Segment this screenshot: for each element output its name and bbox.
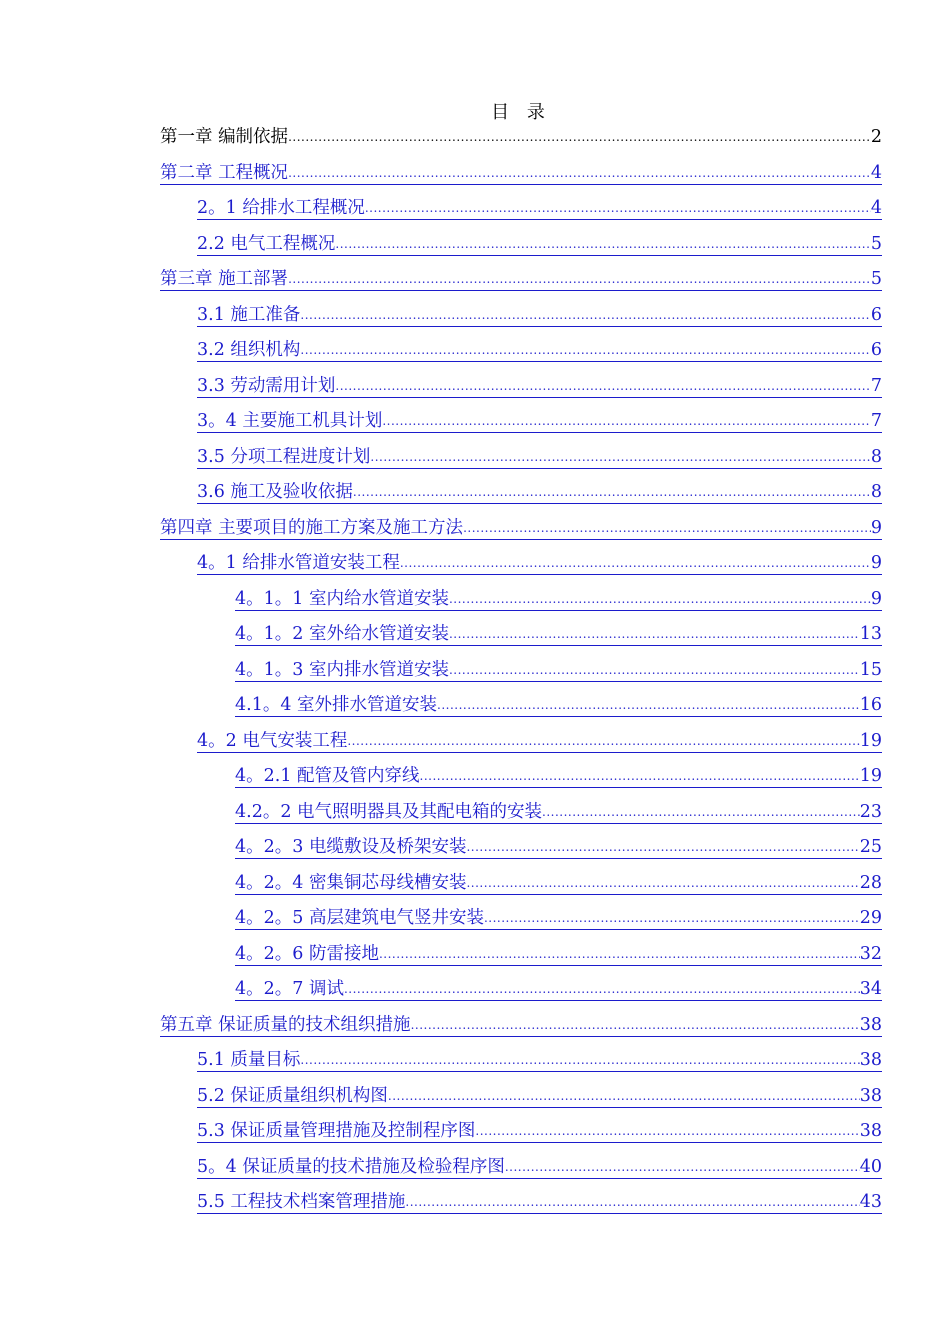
toc-entry-page-number: 38 <box>859 1085 882 1106</box>
toc-entry-page-number: 40 <box>859 1156 882 1177</box>
toc-entry-title: 第三章 施工部署 <box>160 269 289 289</box>
toc-entry-page-number: 32 <box>859 943 882 964</box>
toc-entry-page-number: 8 <box>870 482 882 502</box>
toc-entry <box>160 118 882 148</box>
toc-entry[interactable] <box>197 1148 882 1179</box>
toc-entry-title: 4。2。4 密集铜芯母线槽安装 <box>235 872 467 893</box>
toc-entry[interactable] <box>235 651 882 682</box>
toc-dot-leader <box>300 306 870 324</box>
toc-entry[interactable] <box>197 1077 882 1108</box>
toc-entry[interactable] <box>160 260 882 291</box>
toc-entry[interactable] <box>197 1112 882 1143</box>
toc-entry-title: 3.3 劳动需用计划 <box>197 375 336 396</box>
toc-entry[interactable] <box>235 757 882 788</box>
toc-entry-page-number: 6 <box>870 304 882 325</box>
toc-dot-leader <box>382 412 871 430</box>
toc-entry-page-number: 19 <box>859 730 882 751</box>
toc-dot-leader <box>353 483 871 501</box>
toc-dot-leader <box>347 732 859 750</box>
toc-entry[interactable] <box>197 367 882 398</box>
toc-entry[interactable] <box>197 296 882 327</box>
toc-entry[interactable] <box>197 331 882 362</box>
toc-entry-title: 3.2 组织机构 <box>197 340 301 360</box>
toc-entry-page-number: 23 <box>859 801 882 822</box>
toc-dot-leader <box>288 164 871 182</box>
toc-entry-title: 5.2 保证质量组织机构图 <box>197 1085 388 1106</box>
toc-dot-leader <box>542 803 860 821</box>
toc-dot-leader <box>300 341 870 359</box>
toc-entry-page-number: 43 <box>859 1192 882 1212</box>
toc-dot-leader <box>288 128 871 146</box>
toc-entry-page-number: 7 <box>870 411 882 431</box>
toc-entry-page-number: 16 <box>859 695 882 715</box>
toc-entry[interactable] <box>160 1006 882 1037</box>
toc-entry[interactable] <box>235 615 882 646</box>
toc-entry[interactable] <box>197 1041 882 1072</box>
toc-dot-leader <box>335 377 870 395</box>
toc-entry-page-number: 34 <box>859 979 882 999</box>
toc-entry-page-number: 5 <box>870 269 882 289</box>
toc-entry-page-number: 9 <box>870 553 882 573</box>
toc-dot-leader <box>370 448 870 466</box>
toc-entry-title: 4。2。7 调试 <box>235 979 344 999</box>
toc-entry[interactable] <box>197 189 882 220</box>
toc-entry-page-number: 15 <box>859 659 882 680</box>
toc-entry-title: 3。4 主要施工机具计划 <box>197 411 383 431</box>
toc-entry-title: 2.2 电气工程概况 <box>197 233 336 254</box>
toc-entry-title: 4。2。5 高层建筑电气竖井安装 <box>235 908 484 928</box>
toc-dot-leader <box>405 1193 859 1211</box>
toc-dot-leader <box>449 590 871 608</box>
toc-entry[interactable] <box>197 402 882 433</box>
toc-entry-title: 4。2。3 电缆敷设及桥架安装 <box>235 837 467 857</box>
toc-entry-page-number: 5 <box>870 233 882 254</box>
toc-entry-title: 4。2。6 防雷接地 <box>235 943 379 964</box>
toc-entry-title: 5.1 质量目标 <box>197 1050 301 1070</box>
toc-entry-page-number: 7 <box>870 375 882 396</box>
toc-dot-leader <box>365 199 871 217</box>
toc-entry-page-number: 6 <box>870 340 882 360</box>
toc-entry-page-number: 38 <box>859 1121 882 1141</box>
toc-entry[interactable] <box>197 544 882 575</box>
toc-entry-page-number: 28 <box>859 872 882 893</box>
toc-entry[interactable] <box>197 1183 882 1214</box>
toc-dot-leader <box>449 661 860 679</box>
toc-dot-leader <box>400 554 871 572</box>
toc-dot-leader <box>466 874 859 892</box>
toc-entry-title: 4。2 电气安装工程 <box>197 730 348 751</box>
toc-entry-page-number: 38 <box>859 1050 882 1070</box>
toc-entry[interactable] <box>197 438 882 469</box>
toc-dot-leader <box>475 1122 859 1140</box>
toc-entry-page-number: 19 <box>859 766 882 786</box>
toc-entry[interactable] <box>235 793 882 824</box>
toc-entry-title: 3.5 分项工程进度计划 <box>197 446 371 467</box>
toc-entry[interactable] <box>235 828 882 859</box>
toc-entry-title: 5。4 保证质量的技术措施及检验程序图 <box>197 1156 505 1177</box>
toc-entry-page-number: 13 <box>859 624 882 644</box>
toc-dot-leader <box>420 767 860 785</box>
toc-dot-leader <box>505 1158 860 1176</box>
toc-entry-title: 4。1。1 室内给水管道安装 <box>235 588 449 609</box>
toc-entry[interactable] <box>160 154 882 185</box>
toc-entry-page-number: 4 <box>870 198 882 218</box>
toc-heading: 目 录 <box>491 102 551 123</box>
toc-entry-title: 4.1。4 室外排水管道安装 <box>235 695 438 715</box>
toc-dot-leader <box>466 838 859 856</box>
toc-entry[interactable] <box>197 722 882 753</box>
toc-dot-leader <box>388 1087 860 1105</box>
toc-entry[interactable] <box>235 864 882 895</box>
toc-dot-leader <box>344 980 860 998</box>
toc-entry-page-number: 8 <box>870 446 882 467</box>
toc-dot-leader <box>300 1051 859 1069</box>
toc-entry-page-number: 38 <box>859 1014 882 1035</box>
toc-entry-title: 第五章 保证质量的技术组织措施 <box>160 1014 411 1035</box>
toc-entry-title: 3.1 施工准备 <box>197 304 301 325</box>
toc-entry[interactable] <box>197 473 882 504</box>
toc-entry-page-number: 4 <box>870 162 882 183</box>
toc-dot-leader <box>463 519 871 537</box>
toc-entry[interactable] <box>235 935 882 966</box>
toc-dot-leader <box>411 1016 860 1034</box>
toc-dot-leader <box>449 625 860 643</box>
toc-entry[interactable] <box>235 686 882 717</box>
toc-entry[interactable] <box>235 970 882 1001</box>
toc-entry-title: 2。1 给排水工程概况 <box>197 198 365 218</box>
toc-entry-title: 第二章 工程概况 <box>160 162 289 183</box>
toc-entry[interactable] <box>160 509 882 540</box>
toc-dot-leader <box>484 909 860 927</box>
toc-entry-page-number: 9 <box>870 517 882 538</box>
toc-entry-title: 5.3 保证质量管理措施及控制程序图 <box>197 1121 476 1141</box>
toc-dot-leader <box>288 270 871 288</box>
toc-entry[interactable] <box>235 899 882 930</box>
toc-entry[interactable] <box>235 580 882 611</box>
toc-entry-page-number: 25 <box>859 837 882 857</box>
toc-entry-title: 4.2。2 电气照明器具及其配电箱的安装 <box>235 801 543 822</box>
toc-entry-page-number: 2 <box>870 127 882 147</box>
toc-entry-page-number: 29 <box>859 908 882 928</box>
toc-dot-leader <box>437 696 860 714</box>
toc-entry-title: 3.6 施工及验收依据 <box>197 482 353 502</box>
toc-entry-title: 第一章 编制依据 <box>160 127 289 147</box>
toc-entry-page-number: 9 <box>870 588 882 609</box>
toc-entry-title: 第四章 主要项目的施工方案及施工方法 <box>160 517 464 538</box>
toc-entry-title: 4。2.1 配管及管内穿线 <box>235 766 420 786</box>
toc-entry-title: 4。1 给排水管道安装工程 <box>197 553 400 573</box>
toc-entry-title: 4。1。3 室内排水管道安装 <box>235 659 449 680</box>
toc-entry-title: 4。1。2 室外给水管道安装 <box>235 624 449 644</box>
toc-dot-leader <box>335 235 870 253</box>
toc-entry[interactable] <box>197 225 882 256</box>
toc-dot-leader <box>379 945 860 963</box>
toc-entry-title: 5.5 工程技术档案管理措施 <box>197 1192 406 1212</box>
